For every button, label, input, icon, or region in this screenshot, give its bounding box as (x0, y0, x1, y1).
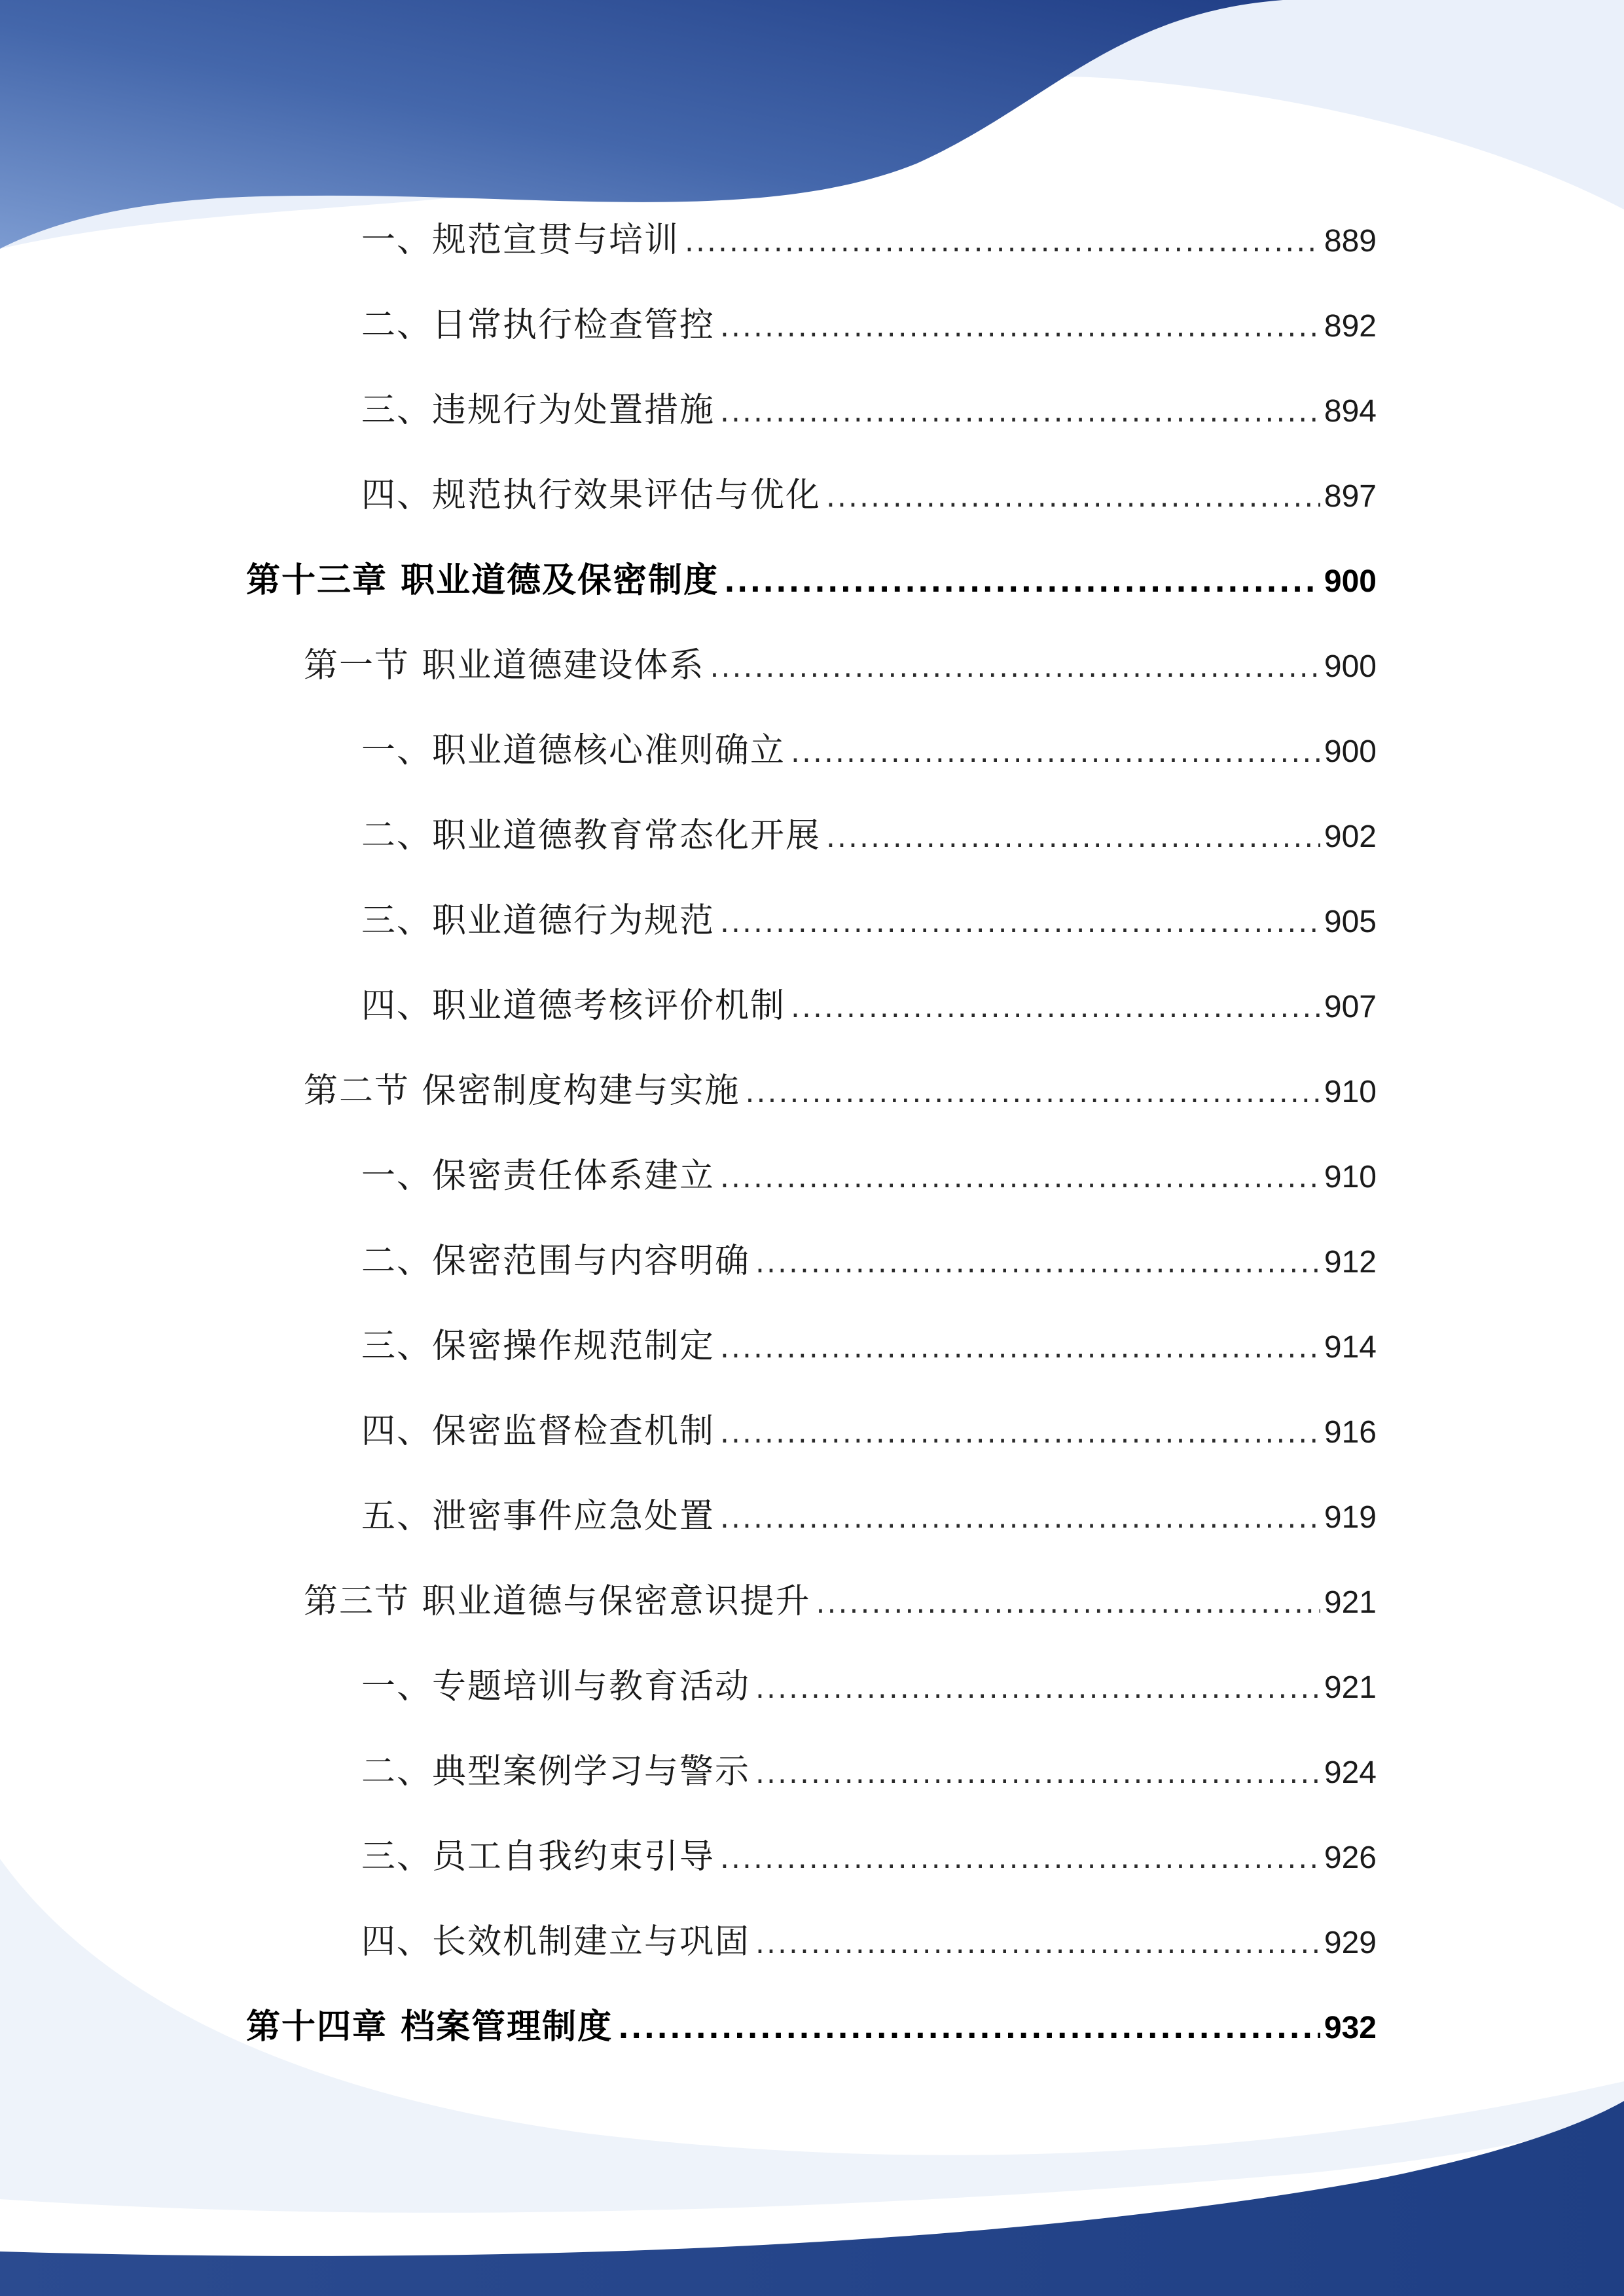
toc-entry[interactable] (361, 296, 1377, 355)
dot-leader (755, 1234, 1320, 1293)
toc-entry-title: 第二节 保密制度构建与实施 (304, 1071, 740, 1111)
dot-leader (720, 1829, 1320, 1888)
toc-entry-title: 第十三章 职业道德及保密制度 (246, 561, 719, 600)
dot-leader (720, 298, 1320, 357)
dot-leader (710, 638, 1320, 697)
dot-leader (720, 1489, 1320, 1548)
toc-entry-title: 四、长效机制建立与巩固 (361, 1922, 751, 1962)
toc-entry-page: 910 (1324, 1075, 1377, 1109)
toc-entry-page: 929 (1324, 1926, 1377, 1960)
toc-entry[interactable] (361, 211, 1377, 270)
toc-entry-title: 三、保密操作规范制定 (361, 1327, 715, 1366)
dot-leader (720, 1149, 1320, 1208)
toc-entry[interactable] (361, 1402, 1377, 1461)
toc-entry[interactable] (361, 1827, 1377, 1886)
toc-entry-page: 919 (1324, 1500, 1377, 1535)
toc-entry-page: 921 (1324, 1585, 1377, 1620)
toc-entry-page: 902 (1324, 819, 1377, 854)
toc-entry-page: 926 (1324, 1840, 1377, 1875)
dot-leader (746, 1064, 1320, 1122)
toc-entry-title: 四、职业道德考核评价机制 (361, 986, 786, 1026)
toc-entry-page: 897 (1324, 479, 1377, 514)
dot-leader (791, 723, 1320, 782)
toc-entry-page: 907 (1324, 990, 1377, 1024)
toc-entry-page: 905 (1324, 905, 1377, 939)
toc-entry-page: 916 (1324, 1415, 1377, 1450)
toc-entry[interactable] (361, 1742, 1377, 1801)
toc-entry-page: 900 (1324, 734, 1377, 769)
toc-entry-page: 910 (1324, 1160, 1377, 1194)
toc-entry[interactable] (361, 891, 1377, 950)
toc-entry-title: 二、典型案例学习与警示 (361, 1752, 751, 1791)
dot-leader (720, 1404, 1320, 1463)
toc-entry-page: 900 (1324, 564, 1377, 599)
toc-entry-title: 三、违规行为处置措施 (361, 391, 715, 430)
toc-entry-title: 一、职业道德核心准则确立 (361, 731, 786, 770)
toc-entry-title: 第一节 职业道德建设体系 (304, 646, 705, 685)
toc-entry[interactable] (361, 466, 1377, 525)
toc-section-entry[interactable] (304, 1572, 1377, 1631)
dot-leader (826, 468, 1320, 527)
dot-leader (755, 1914, 1320, 1973)
toc-entry-title: 二、日常执行检查管控 (361, 306, 715, 345)
toc-entry-title: 一、保密责任体系建立 (361, 1157, 715, 1196)
toc-entry-title: 四、保密监督检查机制 (361, 1412, 715, 1451)
dot-leader (755, 1744, 1320, 1803)
dot-leader (720, 383, 1320, 442)
dot-leader (685, 213, 1320, 272)
toc-entry[interactable] (361, 381, 1377, 440)
toc-entry-title: 一、规范宣贯与培训 (361, 221, 680, 260)
toc-entry-title: 一、专题培训与教育活动 (361, 1667, 751, 1706)
toc-entry[interactable] (361, 1232, 1377, 1291)
toc-entry[interactable] (361, 1317, 1377, 1376)
toc-entry-title: 二、保密范围与内容明确 (361, 1242, 751, 1281)
toc-chapter-entry[interactable] (246, 1998, 1377, 2056)
toc-entry[interactable] (361, 1147, 1377, 1206)
dot-leader (720, 893, 1320, 952)
toc-entry-page: 921 (1324, 1670, 1377, 1705)
toc-entry[interactable] (361, 1487, 1377, 1546)
dot-leader (618, 2000, 1320, 2058)
toc-section-entry[interactable] (304, 636, 1377, 695)
toc-entry[interactable] (361, 977, 1377, 1035)
toc-section-entry[interactable] (304, 1062, 1377, 1121)
dot-leader (816, 1574, 1320, 1633)
toc-entry-page: 889 (1324, 224, 1377, 259)
toc-entry-page: 914 (1324, 1330, 1377, 1365)
dot-leader (724, 553, 1320, 612)
toc-entry-title: 第十四章 档案管理制度 (246, 2007, 613, 2047)
toc-entry-title: 三、员工自我约束引导 (361, 1837, 715, 1876)
toc-entry-page: 892 (1324, 309, 1377, 344)
toc-entry-title: 第三节 职业道德与保密意识提升 (304, 1582, 811, 1621)
toc-entry-title: 二、职业道德教育常态化开展 (361, 816, 821, 855)
toc-entry-page: 894 (1324, 394, 1377, 429)
toc-chapter-entry[interactable] (246, 551, 1377, 610)
toc-entry[interactable] (361, 806, 1377, 865)
dot-leader (826, 808, 1320, 867)
toc-entry[interactable] (361, 1657, 1377, 1716)
toc-entry[interactable] (361, 1912, 1377, 1971)
dot-leader (720, 1319, 1320, 1378)
toc-entry-page: 912 (1324, 1245, 1377, 1280)
toc-entry-page: 932 (1324, 2011, 1377, 2045)
dot-leader (755, 1659, 1320, 1718)
toc-entry-page: 924 (1324, 1755, 1377, 1790)
dot-leader (791, 978, 1320, 1037)
toc-entry-title: 四、规范执行效果评估与优化 (361, 476, 821, 515)
toc-entry-title: 三、职业道德行为规范 (361, 901, 715, 941)
toc-entry-title: 五、泄密事件应急处置 (361, 1497, 715, 1536)
toc-entry[interactable] (361, 721, 1377, 780)
toc-entry-page: 900 (1324, 649, 1377, 684)
